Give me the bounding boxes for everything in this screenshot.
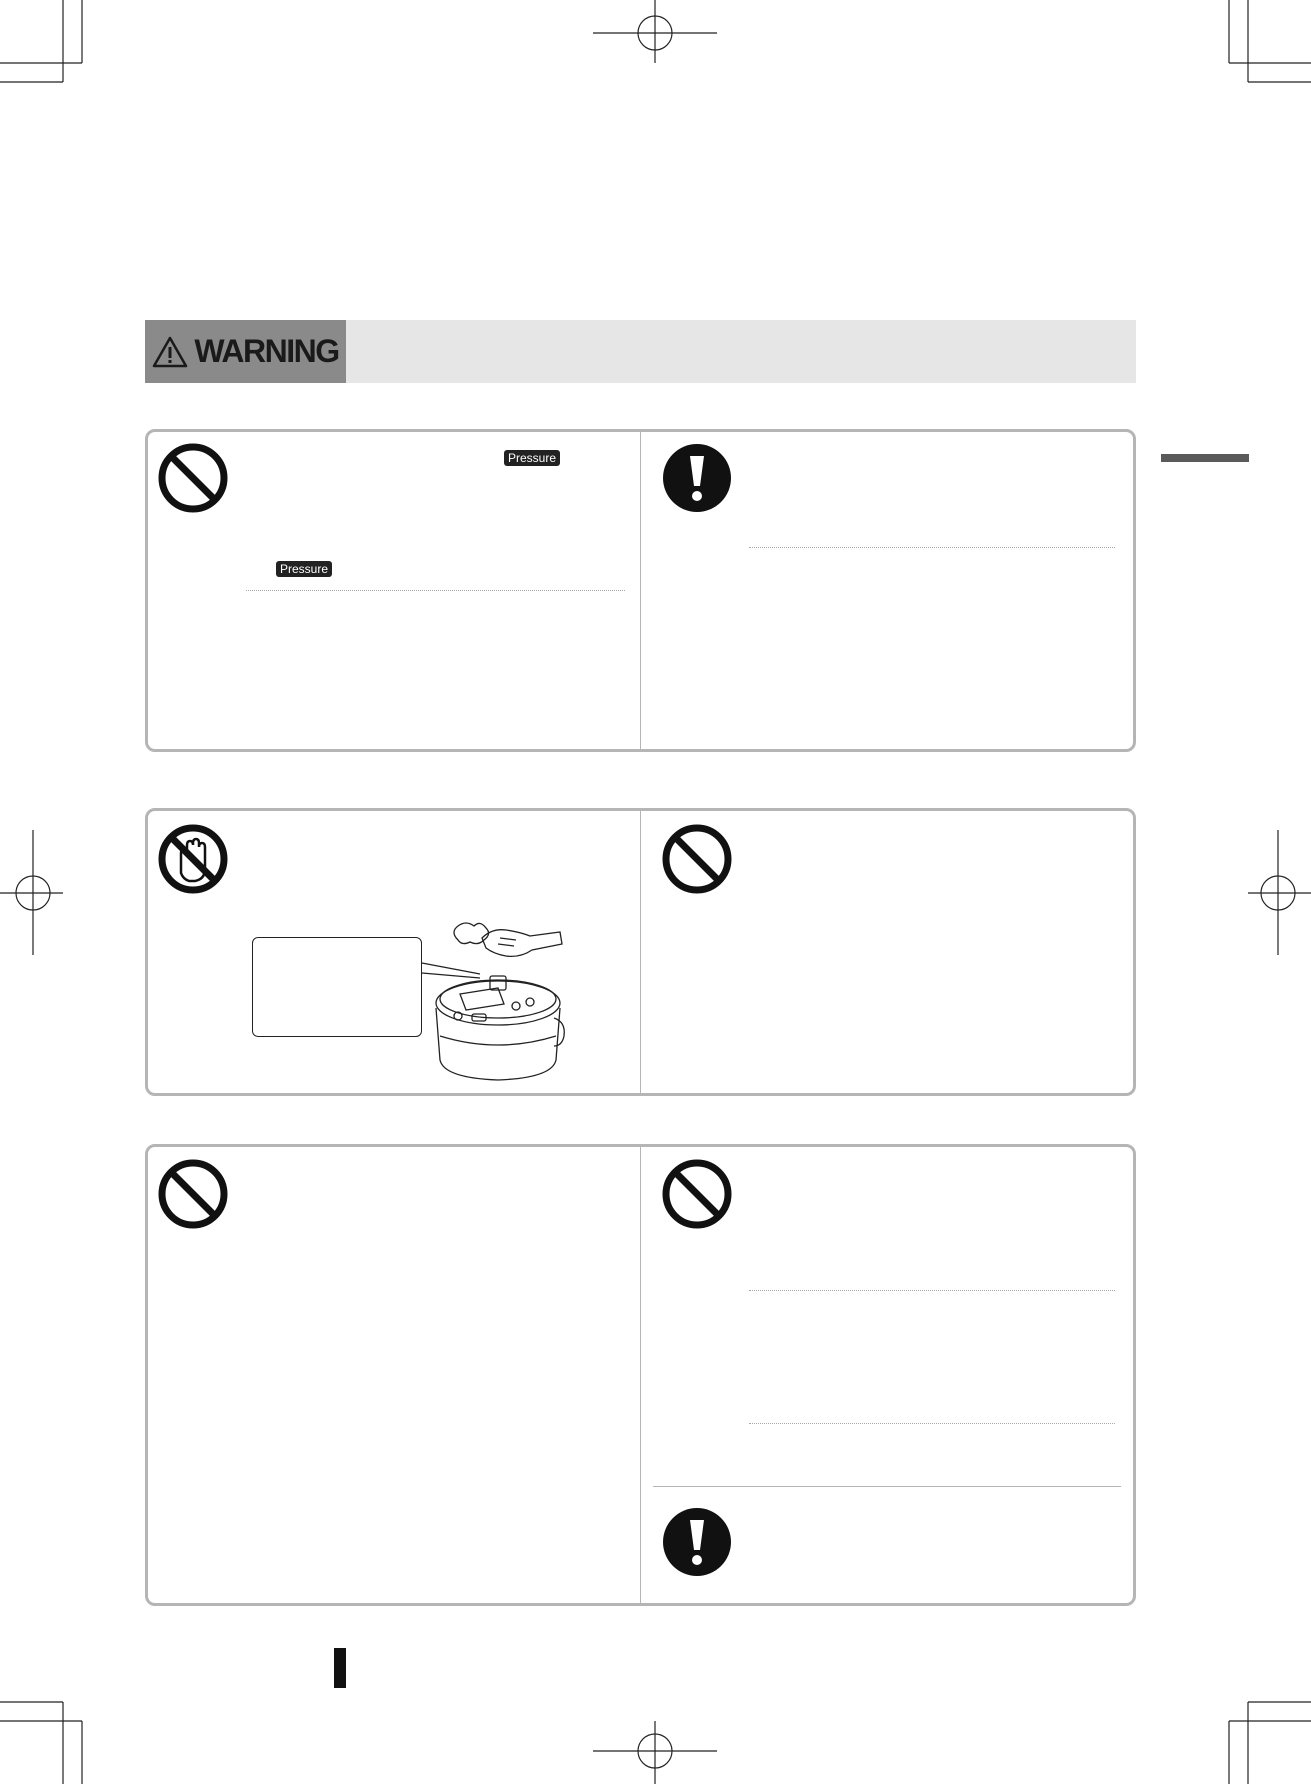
pressure-tag: Pressure bbox=[504, 450, 560, 466]
warning-triangle-icon bbox=[152, 336, 188, 368]
warning-label bbox=[145, 320, 346, 383]
section-tab bbox=[1161, 454, 1249, 462]
dotted-separator bbox=[749, 1290, 1115, 1291]
prohibited-icon bbox=[157, 1158, 229, 1230]
dotted-separator bbox=[749, 547, 1115, 548]
warning-title: WARNING bbox=[194, 333, 339, 369]
exclamation-icon bbox=[661, 442, 733, 514]
prohibited-icon bbox=[661, 1158, 733, 1230]
rice-cooker-illustration bbox=[420, 918, 570, 1088]
box-2-divider bbox=[640, 811, 641, 1093]
dotted-separator bbox=[749, 1423, 1115, 1424]
prohibited-icon bbox=[157, 442, 229, 514]
dotted-separator bbox=[246, 590, 625, 591]
box-1-divider bbox=[640, 432, 641, 749]
exclamation-icon bbox=[661, 1506, 733, 1578]
page-marker bbox=[334, 1648, 346, 1688]
illustration-callout bbox=[252, 937, 422, 1037]
prohibited-icon bbox=[661, 823, 733, 895]
pressure-tag: Pressure bbox=[276, 561, 332, 577]
box-3-divider bbox=[640, 1147, 641, 1603]
do-not-touch-icon bbox=[157, 823, 229, 895]
box-3-right-separator bbox=[653, 1486, 1121, 1487]
